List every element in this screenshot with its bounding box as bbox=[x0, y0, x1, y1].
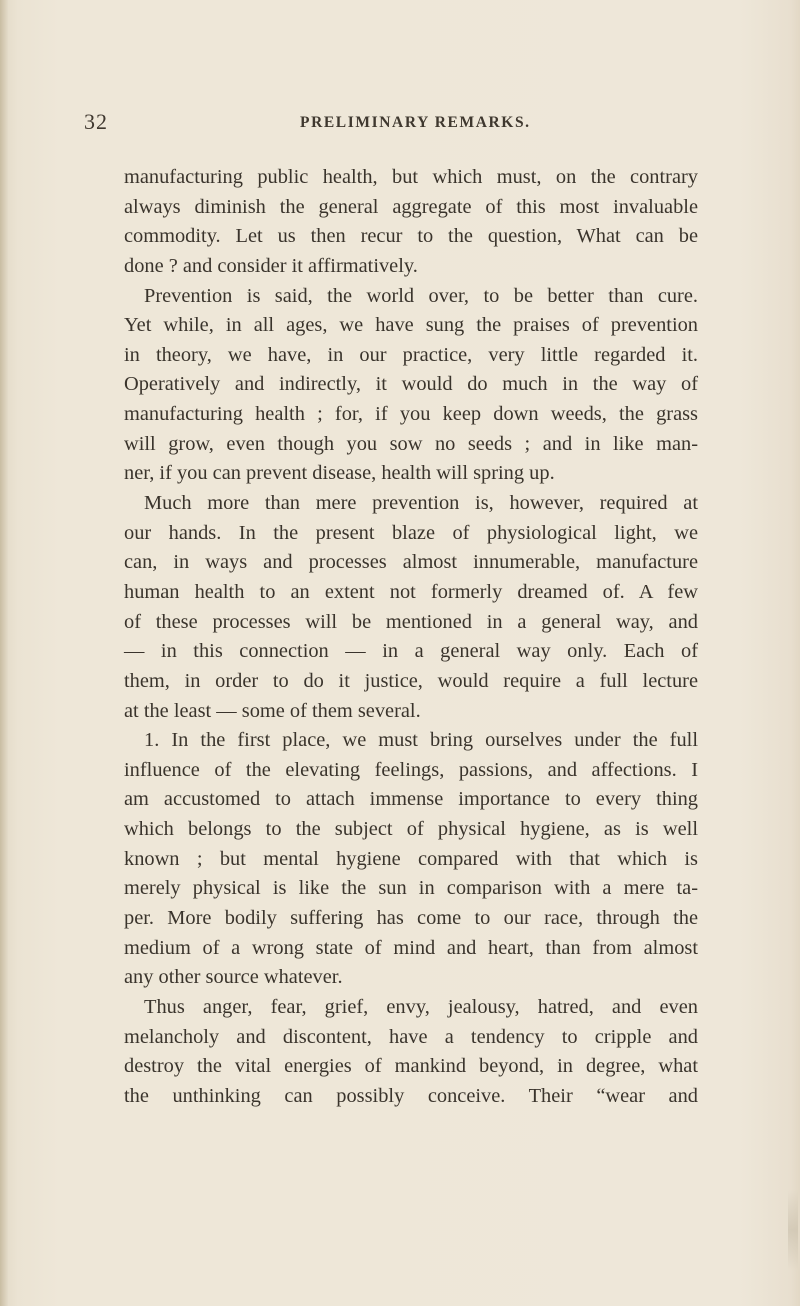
text-line: commodity. Let us then recur to the question, What can be bbox=[124, 225, 698, 248]
text-line: Prevention is said, the world over, to be better than cure. bbox=[144, 284, 698, 307]
text-line: done ? and consider it affirmatively. bbox=[124, 254, 418, 277]
text-line: merely physical is like the sun in comparison with a mere ta- bbox=[124, 877, 698, 900]
text-line: which belongs to the subject of physical hygiene, as is well bbox=[124, 818, 698, 841]
text-line: manufacturing public health, but which must, on the contrary bbox=[124, 166, 698, 188]
running-title: PRELIMINARY REMARKS. bbox=[300, 114, 531, 131]
text-line: at the least — some of them several. bbox=[124, 699, 421, 722]
text-line: of these processes will be mentioned in a general way, and bbox=[124, 610, 698, 633]
text-line: Yet while, in all ages, we have sung the praises of prevention bbox=[124, 314, 698, 337]
text-line: any other source whatever. bbox=[124, 966, 343, 989]
text-line: am accustomed to attach immense importance to every thing bbox=[124, 788, 698, 811]
text-line: 1. In the first place, we must bring ourselves under the full bbox=[144, 729, 698, 752]
text-line: — in this connection — in a general way only. Each of bbox=[124, 640, 698, 663]
text-line: always diminish the general aggregate of this most invaluable bbox=[124, 195, 698, 218]
text-line: per. More bodily suffering has come to our race, through the bbox=[124, 907, 698, 930]
text-line: melancholy and discontent, have a tendency to cripple and bbox=[124, 1025, 698, 1048]
text-line: in theory, we have, in our practice, very little regarded it. bbox=[124, 343, 698, 366]
text-line: can, in ways and processes almost innumerable, manufacture bbox=[124, 551, 698, 574]
text-line: known ; but mental hygiene compared with that which is bbox=[124, 847, 698, 870]
binding-gutter bbox=[0, 0, 8, 1306]
text-line: ner, if you can prevent disease, health will spring up. bbox=[124, 462, 555, 485]
text-line: our hands. In the present blaze of physiological light, we bbox=[124, 521, 698, 544]
text-line: Operatively and indirectly, it would do much in the way of bbox=[124, 373, 698, 396]
text-line: them, in order to do it justice, would require a full lecture bbox=[124, 669, 698, 692]
text-line: medium of a wrong state of mind and heart, than from almost bbox=[124, 936, 698, 959]
text-line: influence of the elevating feelings, passions, and affections. I bbox=[124, 758, 698, 781]
text-line: will grow, even though you sow no seeds ; and in like man- bbox=[124, 432, 698, 455]
text-line: Thus anger, fear, grief, envy, jealousy, hatred, and even bbox=[144, 995, 698, 1018]
page-number: 32 bbox=[84, 109, 108, 134]
text-line: human health to an extent not formerly dreamed of. A few bbox=[124, 580, 698, 603]
page-edge-shadow bbox=[788, 1190, 798, 1270]
body-text bbox=[124, 163, 698, 1112]
text-line: Much more than mere prevention is, however, required at bbox=[144, 492, 698, 515]
text-line: the unthinking can possibly conceive. Their “wear and bbox=[124, 1084, 698, 1107]
running-head bbox=[0, 0, 800, 150]
text-line: destroy the vital energies of mankind beyond, in degree, what bbox=[124, 1055, 698, 1078]
text-line: manufacturing health ; for, if you keep down weeds, the grass bbox=[124, 403, 698, 426]
